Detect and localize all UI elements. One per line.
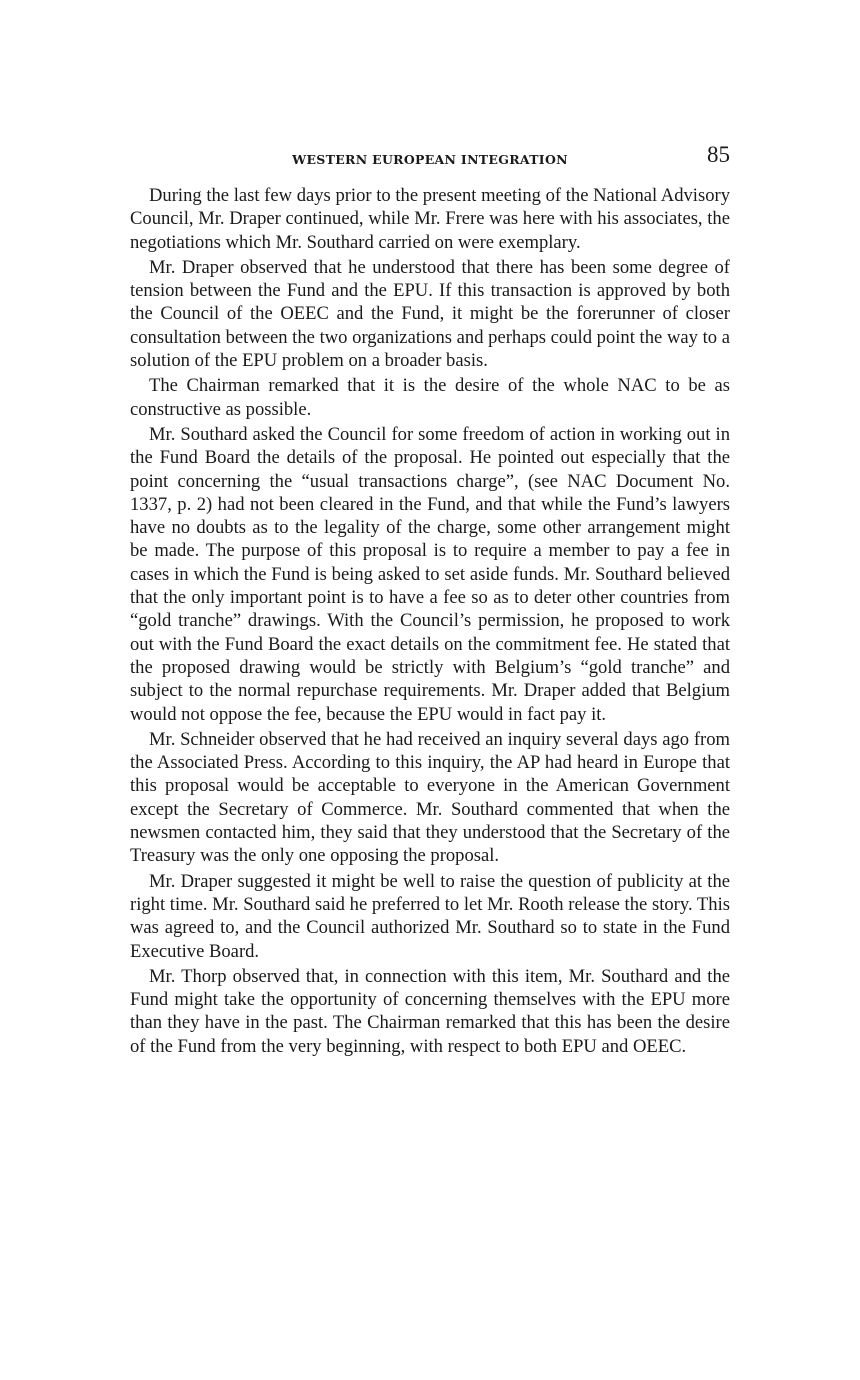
paragraph-4: Mr. Southard asked the Council for some freedom of action in working out in the Fund Board the details of the proposal. He pointed out especially that the point concerning the “usual transactions charge”, (see NAC Document No. 1337, p. 2) had not been cleared in the Fund, and that while the Fund’s lawyers have no doubts as to the legality of the charge, some other arrangement might be made. The purpose of this proposal is to require a member to pay a fee in cases in which the Fund is being asked to set aside funds. Mr. Southard believed that the only important point is to have a fee so as to deter other countries from “gold tranche” drawings. With the Council’s permission, he proposed to work out with the Fund Board the exact details on the commitment fee. He stated that the proposed drawing would be strictly with Belgium’s “gold tranche” and subject to the normal repurchase requirements. Mr. Draper added that Belgium would not oppose the fee, because the EPU would in fact pay it. xyxy=(130,423,730,725)
paragraph-1: During the last few days prior to the present meeting of the National Advisory Council, Mr. Draper continued, while Mr. Frere was here with his associates, the negotiations which Mr. Southard carried on were exemplary. xyxy=(130,185,730,253)
paragraph-5: Mr. Schneider observed that he had received an inquiry several days ago from the Associated Press. According to this inquiry, the AP had heard in Europe that this proposal would be acceptable to everyone in the American Government except the Secretary of Commerce. Mr. Southard commented that when the newsmen contacted him, they said that they understood that the Secretary of the Treasury was the only one opposing the proposal. xyxy=(130,728,730,867)
paragraph-6: Mr. Draper suggested it might be well to raise the question of publicity at the right time. Mr. Southard said he preferred to let Mr. Rooth release the story. This was agreed to, and the Council authorized Mr. Southard so to state in the Fund Executive Board. xyxy=(130,870,730,962)
paragraph-7: Mr. Thorp observed that, in connection with this item, Mr. Southard and the Fund might take the opportunity of concerning themselves with the EPU more than they have in the past. The Chairman remarked that this has been the desire of the Fund from the very beginning, with respect to both EPU and OEEC. xyxy=(130,965,730,1057)
page-number: 85 xyxy=(707,142,730,167)
running-title: WESTERN EUROPEAN INTEGRATION xyxy=(292,152,568,167)
paragraph-2: Mr. Draper observed that he understood that there has been some degree of tension between the Fund and the EPU. If this transaction is approved by both the Council of the OEEC and the Fund, it might be the forerunner of closer consultation between the two organizations and perhaps could point the way to a solution of the EPU problem on a broader basis. xyxy=(130,256,730,372)
document-page xyxy=(130,140,730,1060)
running-head xyxy=(130,140,730,176)
body-text xyxy=(130,184,730,1058)
paragraph-3: The Chairman remarked that it is the desire of the whole NAC to be as constructive as possible. xyxy=(130,375,730,420)
